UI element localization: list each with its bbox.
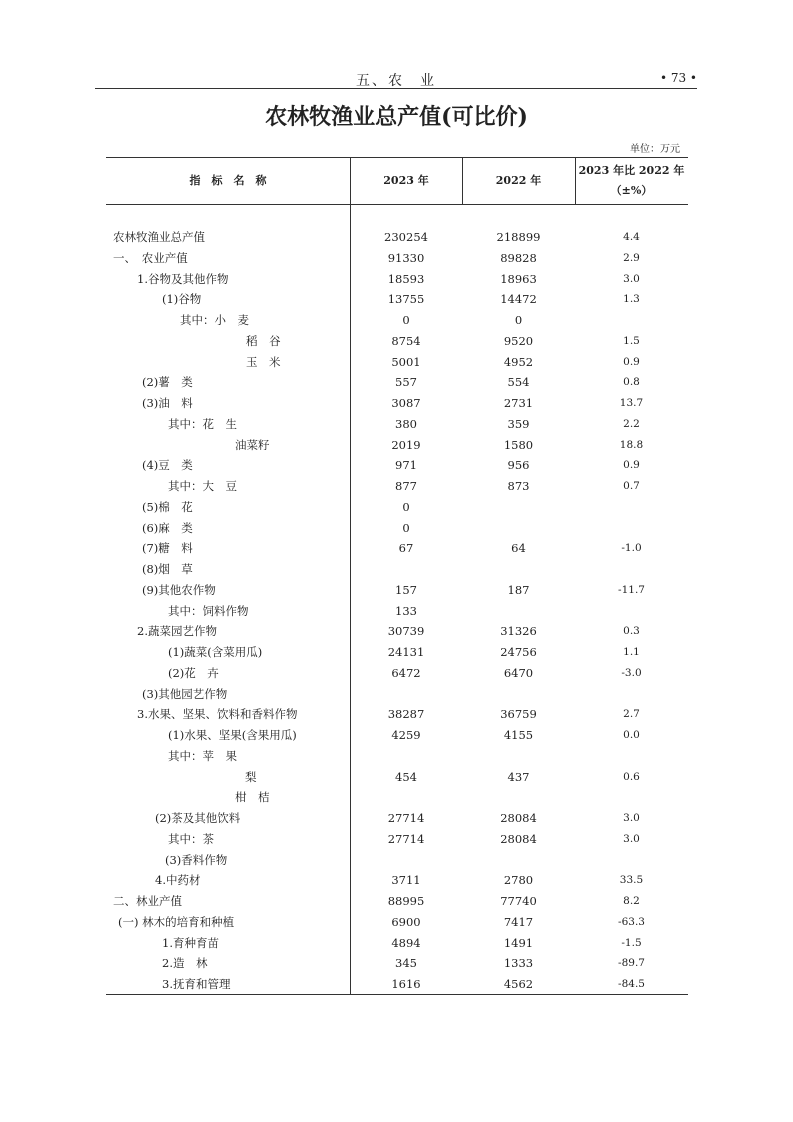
change-pct: -3.0	[621, 666, 642, 679]
table-row	[106, 414, 688, 434]
row-label: 4.中药材	[155, 873, 201, 888]
table-row	[106, 725, 688, 745]
value-2022: 956	[507, 458, 530, 473]
row-label: (4)豆 类	[142, 458, 193, 473]
value-2022: 1491	[503, 935, 534, 950]
value-2022: 1580	[503, 437, 534, 452]
table-row	[106, 331, 688, 351]
row-label: (一) 林木的培育和种植	[118, 914, 235, 929]
table-row	[106, 704, 688, 724]
table-row	[106, 393, 688, 413]
value-2023: 8754	[391, 333, 421, 348]
table-row	[106, 435, 688, 455]
row-label: 3.水果、坚果、饮料和香料作物	[137, 707, 298, 722]
row-label: 其中：茶	[168, 831, 214, 846]
table-row	[106, 933, 688, 953]
unit-label: 单位：万元	[630, 144, 680, 155]
value-2022: 4952	[503, 354, 534, 369]
row-label: 其中：小 麦	[180, 313, 249, 327]
row-label: (1)谷物	[162, 292, 202, 307]
row-label: 其中：苹 果	[168, 748, 237, 763]
value-2023: 2019	[391, 437, 421, 452]
row-label: (1)蔬菜(含菜用瓜)	[168, 645, 263, 659]
chapter-title: 五、农 业	[356, 73, 436, 89]
change-pct: 0.0	[623, 729, 640, 741]
change-pct: 8.2	[623, 895, 640, 907]
change-pct: -63.3	[618, 915, 645, 928]
row-label: (3)香料作物	[165, 852, 228, 867]
table-row	[106, 455, 688, 475]
table-row	[106, 248, 688, 268]
change-pct: 0.7	[623, 480, 640, 492]
header-indicator-name: 指 标 名 称	[189, 174, 267, 187]
table-row	[106, 580, 688, 600]
value-2023: 5001	[391, 354, 421, 369]
value-2022: 77740	[500, 894, 537, 908]
table-row	[106, 476, 688, 496]
value-2022: 9520	[503, 333, 534, 348]
value-2023: 27714	[387, 831, 425, 846]
table-row	[106, 953, 688, 973]
change-pct: -1.0	[621, 542, 642, 555]
value-2022: 2731	[503, 396, 534, 410]
change-pct: 4.4	[623, 231, 640, 243]
row-label: (8)烟 草	[142, 562, 193, 576]
value-2023: 230254	[384, 230, 428, 244]
table-row	[106, 663, 688, 683]
value-2022: 359	[507, 416, 530, 431]
change-pct: 0.6	[623, 770, 640, 783]
value-2023: 13755	[387, 292, 425, 307]
value-2023: 0	[402, 313, 410, 327]
running-header	[95, 68, 697, 89]
change-pct: 0.8	[623, 376, 640, 389]
table-row	[106, 746, 688, 766]
value-2023: 0	[402, 499, 410, 514]
change-pct: -11.7	[618, 583, 645, 596]
table-row	[106, 601, 688, 621]
value-2023: 24131	[387, 645, 425, 659]
value-2023: 345	[395, 956, 417, 971]
change-pct: 18.8	[619, 438, 644, 451]
value-2022: 4155	[503, 728, 534, 742]
row-label: 其中：花 生	[168, 416, 237, 431]
value-2022: 4562	[503, 977, 534, 991]
change-pct: 1.1	[623, 646, 640, 658]
column-divider	[462, 158, 463, 204]
value-2022: 28084	[500, 831, 537, 846]
value-2023: 67	[398, 541, 414, 556]
row-label: 其中：饲料作物	[168, 603, 249, 618]
column-divider	[575, 158, 576, 204]
change-pct: -84.5	[618, 978, 645, 990]
row-label: 稻 谷	[246, 333, 281, 348]
row-label: 1.谷物及其他作物	[137, 271, 229, 286]
row-label: 玉 米	[246, 354, 281, 369]
header-change-pct: 2023 年比 2022 年 （±%）	[578, 164, 685, 197]
page-number: • 73 •	[659, 71, 697, 85]
row-label: 其中：大 豆	[168, 479, 237, 493]
table-row	[106, 808, 688, 828]
row-label: 梨	[245, 769, 257, 784]
table-row	[106, 289, 688, 309]
row-label: 农林牧渔业总产值	[113, 230, 205, 244]
value-2023: 1616	[391, 977, 421, 991]
table-row	[106, 538, 688, 558]
table-row	[106, 684, 688, 704]
table-row	[106, 850, 688, 870]
header-2023: 2023 年	[383, 174, 429, 187]
table-row	[106, 787, 688, 807]
row-label: 2.造 林	[162, 956, 208, 971]
value-2023: 30739	[387, 624, 425, 639]
value-2023: 157	[395, 582, 417, 597]
value-2023: 877	[395, 479, 417, 493]
row-label: (1)水果、坚果(含果用瓜)	[168, 728, 297, 742]
change-pct: 3.0	[623, 272, 640, 285]
table-row	[106, 767, 688, 787]
value-2022: 218899	[496, 230, 541, 244]
change-pct: 1.3	[623, 293, 640, 306]
value-2023: 88995	[387, 894, 425, 908]
value-2022: 0	[514, 313, 523, 327]
value-2022: 28084	[500, 811, 537, 825]
value-2022: 36759	[500, 707, 537, 722]
table-row	[106, 829, 688, 849]
value-2023: 971	[395, 458, 417, 473]
table-row	[106, 518, 688, 538]
value-2022: 437	[507, 769, 530, 784]
value-2022: 2780	[503, 873, 534, 888]
row-label: (2)薯 类	[142, 375, 193, 390]
change-pct: 2.7	[623, 708, 640, 721]
table-row	[106, 497, 688, 517]
change-pct: 33.5	[619, 874, 644, 887]
change-pct: 0.9	[623, 459, 640, 472]
value-2022: 1333	[503, 956, 534, 971]
table-row	[106, 621, 688, 641]
change-pct: 0.3	[623, 625, 640, 638]
value-2023: 4259	[391, 728, 421, 742]
change-pct: -89.7	[618, 957, 645, 970]
row-label: (3)油 料	[142, 396, 193, 410]
value-2022: 554	[507, 375, 530, 390]
table-row	[106, 352, 688, 372]
row-label: 一、 农业产值	[113, 250, 188, 265]
table-row	[106, 559, 688, 579]
change-pct: 3.0	[623, 832, 640, 845]
table-row	[106, 870, 688, 890]
value-2022: 18963	[500, 271, 537, 286]
value-2022: 89828	[500, 250, 537, 265]
value-2022: 187	[507, 582, 530, 597]
row-label: (6)麻 类	[142, 520, 193, 535]
row-label: (2)茶及其他饮料	[155, 811, 241, 825]
row-label: (5)棉 花	[142, 499, 193, 514]
value-2023: 380	[395, 416, 417, 431]
change-pct: 2.9	[623, 251, 640, 264]
value-2023: 0	[402, 520, 410, 535]
value-2023: 454	[395, 769, 417, 784]
change-pct: 13.7	[619, 397, 644, 409]
value-2023: 557	[395, 375, 417, 390]
table-row	[106, 912, 688, 932]
row-label: (7)糖 料	[142, 541, 193, 556]
row-label: (3)其他园艺作物	[142, 686, 228, 701]
value-2022: 7417	[503, 914, 534, 929]
value-2022: 31326	[500, 624, 537, 639]
value-2022: 14472	[500, 292, 537, 307]
value-2022: 6470	[503, 665, 534, 680]
value-2023: 38287	[387, 707, 425, 722]
change-pct: 3.0	[623, 812, 640, 824]
row-label: 1.育种育苗	[162, 935, 219, 950]
value-2023: 6472	[391, 665, 421, 680]
change-pct: 2.2	[623, 417, 640, 430]
page-title: 农林牧渔业总产值(可比价)	[265, 104, 528, 130]
table-header	[106, 158, 688, 205]
table-row	[106, 310, 688, 330]
row-label: 柑 桔	[235, 790, 270, 805]
value-2023: 6900	[391, 914, 421, 929]
table-row	[106, 372, 688, 392]
row-label: 油菜籽	[235, 437, 270, 452]
row-label: 2.蔬菜园艺作物	[137, 624, 217, 639]
value-2023: 3711	[391, 873, 421, 888]
value-2023: 18593	[387, 271, 425, 286]
table-row	[106, 891, 688, 911]
table-row	[106, 269, 688, 289]
value-2023: 4894	[391, 935, 421, 950]
row-label: (9)其他农作物	[142, 582, 216, 597]
row-label: 二、林业产值	[113, 894, 182, 908]
table-row	[106, 642, 688, 662]
data-table	[106, 157, 688, 995]
value-2022: 873	[507, 479, 530, 493]
value-2023: 133	[395, 603, 417, 618]
value-2023: 27714	[387, 811, 425, 825]
header-2022: 2022 年	[495, 174, 542, 187]
change-pct: 0.9	[623, 355, 640, 368]
change-pct: -1.5	[621, 936, 642, 949]
value-2023: 91330	[387, 250, 425, 265]
change-pct: 1.5	[623, 334, 640, 347]
table-row	[106, 227, 688, 247]
value-2022: 24756	[500, 645, 537, 659]
row-label: 3.抚育和管理	[162, 977, 231, 991]
value-2022: 64	[511, 541, 526, 556]
row-label: (2)花 卉	[168, 665, 219, 680]
value-2023: 3087	[391, 396, 421, 410]
table-row	[106, 974, 688, 994]
